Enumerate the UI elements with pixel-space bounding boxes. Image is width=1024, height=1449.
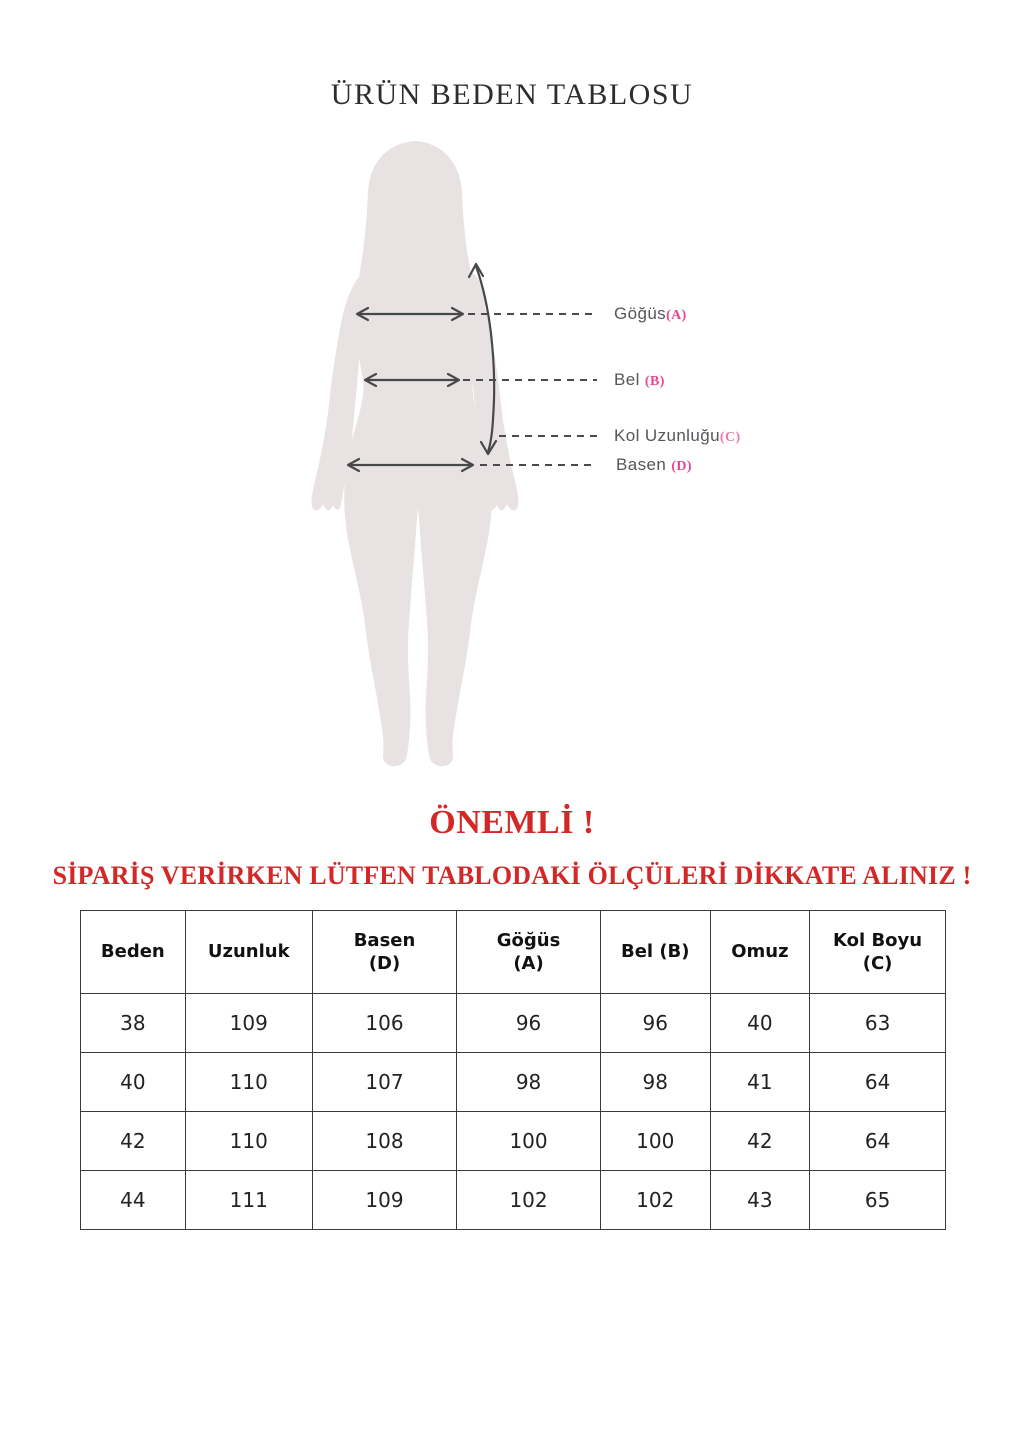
measurement-label-chest-text: Göğüs [614,304,667,323]
table-cell: 102 [457,1171,601,1230]
table-cell: 108 [312,1112,456,1171]
header-omuz: Omuz [710,911,809,994]
header-kol-boyu: Kol Boyu (C) [810,911,946,994]
table-cell: 96 [457,994,601,1053]
table-cell: 63 [810,994,946,1053]
table-cell: 44 [81,1171,186,1230]
size-table-row-42 [81,1112,946,1171]
header-gogus: Göğüs (A) [457,911,601,994]
size-table-row-40 [81,1053,946,1112]
measurement-label-chest-code: (A) [666,308,687,323]
measurement-label-arm-length-code: (C) [719,430,741,445]
page-title: ÜRÜN BEDEN TABLOSU [330,78,694,111]
size-table [80,910,946,1230]
table-cell: 110 [185,1112,312,1171]
header-bel: Bel (B) [600,911,710,994]
size-table-row-44 [81,1171,946,1230]
measurement-label-arm-length-text: Kol Uzunluğu [614,426,720,445]
table-cell: 41 [710,1053,809,1112]
header-uzunluk: Uzunluk [185,911,312,994]
table-cell: 65 [810,1171,946,1230]
table-cell: 102 [600,1171,710,1230]
measurement-label-hip-code: (D) [671,459,692,474]
header-beden: Beden [81,911,186,994]
header-basen: Basen (D) [312,911,456,994]
important-warning: SİPARİŞ VERİRKEN LÜTFEN TABLODAKİ ÖLÇÜLERİ DİKKATE ALINIZ ! [52,861,972,890]
table-cell: 64 [810,1112,946,1171]
table-cell: 109 [312,1171,456,1230]
measurement-label-waist [614,368,665,394]
measurement-label-hip-text: Basen [616,455,672,474]
table-cell: 42 [81,1112,186,1171]
size-table-row-38 [81,994,946,1053]
important-heading: ÖNEMLİ ! [429,804,595,841]
table-cell: 110 [185,1053,312,1112]
table-cell: 109 [185,994,312,1053]
table-cell: 100 [600,1112,710,1171]
table-cell: 106 [312,994,456,1053]
size-table-header-row [81,911,946,994]
table-cell: 40 [710,994,809,1053]
measurement-label-hip [616,453,692,479]
table-cell: 107 [312,1053,456,1112]
table-cell: 42 [710,1112,809,1171]
table-cell: 98 [457,1053,601,1112]
measurement-label-chest [614,302,687,328]
measurement-label-arm-length [614,424,741,450]
measurement-label-waist-text: Bel [614,370,645,389]
table-cell: 40 [81,1053,186,1112]
table-cell: 111 [185,1171,312,1230]
table-cell: 96 [600,994,710,1053]
measurement-label-waist-code: (B) [644,374,665,389]
table-cell: 38 [81,994,186,1053]
table-cell: 64 [810,1053,946,1112]
table-cell: 100 [457,1112,601,1171]
table-cell: 98 [600,1053,710,1112]
table-cell: 43 [710,1171,809,1230]
